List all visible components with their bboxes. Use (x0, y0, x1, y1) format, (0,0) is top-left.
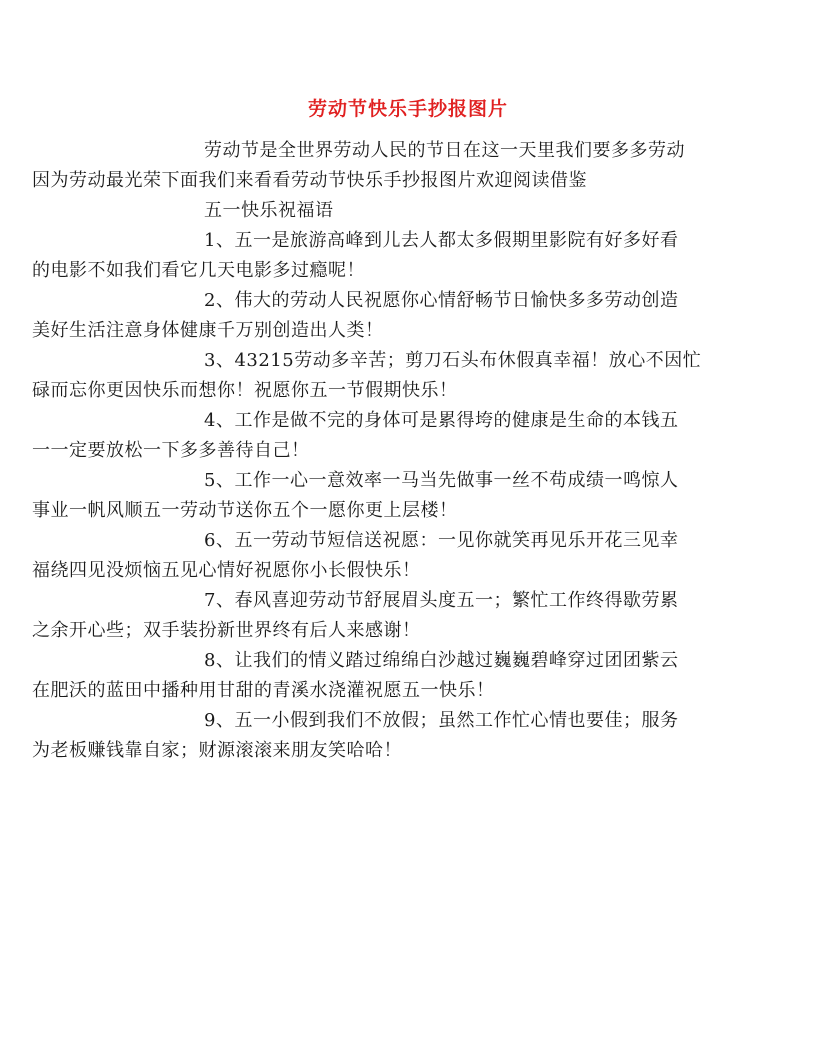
paragraph-line: 美好生活注意身体健康千万别创造出人类！ (32, 320, 384, 341)
intro-paragraph (32, 136, 698, 196)
greeting-item-5 (32, 466, 698, 526)
greeting-item-1 (32, 226, 698, 286)
paragraph-line: 7、春风喜迎劳动节舒展眉头度五一；繁忙工作终得歇劳累 (204, 590, 679, 611)
document-body (32, 136, 702, 766)
paragraph-line: 1、五一是旅游高峰到儿去人都太多假期里影院有好多好看 (204, 230, 679, 251)
greeting-item-7 (32, 586, 698, 646)
greeting-item-8 (32, 646, 698, 706)
paragraph-line: 6、五一劳动节短信送祝愿：一见你就笑再见乐开花三见幸 (204, 530, 679, 551)
paragraph-line: 9、五一小假到我们不放假；虽然工作忙心情也要佳；服务 (204, 710, 679, 731)
paragraph-line: 为老板赚钱靠自家；财源滚滚来朋友笑哈哈！ (32, 740, 402, 761)
section-heading-text: 五一快乐祝福语 (204, 200, 334, 221)
greeting-item-3 (32, 346, 702, 406)
greeting-item-4 (32, 406, 698, 466)
greeting-item-6 (32, 526, 698, 586)
paragraph-line: 之余开心些；双手装扮新世界终有后人来感谢！ (32, 620, 421, 641)
paragraph-line: 事业一帆风顺五一劳动节送你五个一愿你更上层楼！ (32, 500, 458, 521)
greeting-item-9 (32, 706, 698, 766)
document-title: 劳动节快乐手抄报图片 (307, 98, 508, 120)
paragraph-line: 8、让我们的情义踏过绵绵白沙越过巍巍碧峰穿过团团紫云 (204, 650, 679, 671)
paragraph-line: 因为劳动最光荣下面我们来看看劳动节快乐手抄报图片欢迎阅读借鉴 (32, 170, 587, 191)
paragraph-line: 劳动节是全世界劳动人民的节日在这一天里我们要多多劳动 (204, 140, 685, 161)
paragraph-line: 碌而忘你更因快乐而想你！祝愿你五一节假期快乐！ (32, 380, 458, 401)
paragraph-line: 的电影不如我们看它几天电影多过瘾呢！ (32, 260, 365, 281)
paragraph-line: 一一定要放松一下多多善待自己！ (32, 440, 310, 461)
paragraph-line: 5、工作一心一意效率一马当先做事一丝不苟成绩一鸣惊人 (204, 470, 679, 491)
paragraph-line: 福绕四见没烦恼五见心情好祝愿你小长假快乐！ (32, 560, 421, 581)
paragraph-line: 在肥沃的蓝田中播种用甘甜的青溪水浇灌祝愿五一快乐！ (32, 680, 495, 701)
paragraph-line: 3、43215劳动多辛苦；剪刀石头布休假真幸福！放心不因忙 (204, 350, 702, 371)
section-heading (118, 196, 698, 226)
greeting-item-2 (32, 286, 698, 346)
paragraph-line: 4、工作是做不完的身体可是累得垮的健康是生命的本钱五 (204, 410, 679, 431)
paragraph-line: 2、伟大的劳动人民祝愿你心情舒畅节日愉快多多劳动创造 (204, 290, 679, 311)
